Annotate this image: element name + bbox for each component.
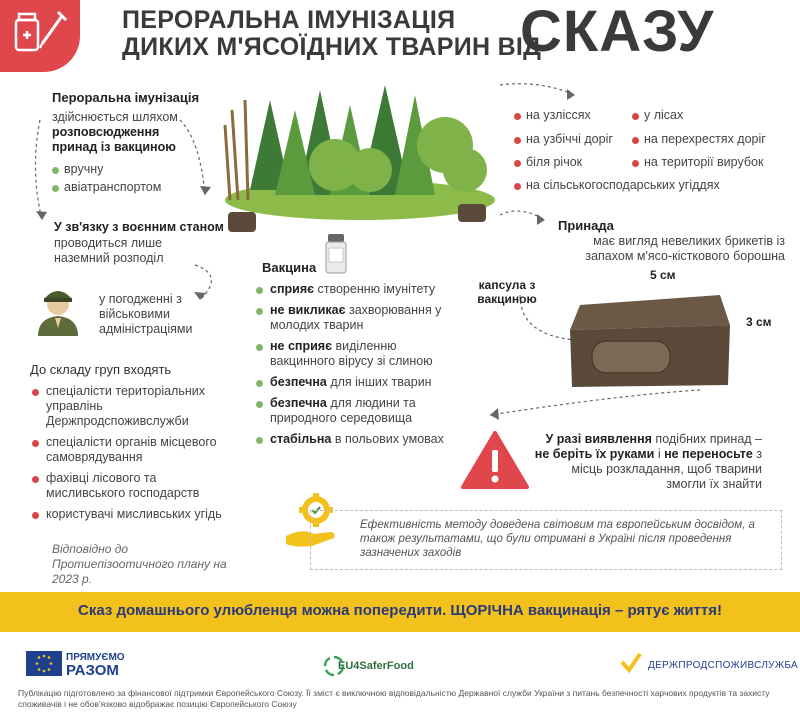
group-bullet	[32, 476, 39, 483]
bait-height-label: 3 см	[746, 315, 772, 329]
warning-icon	[460, 430, 530, 490]
bait-heading: Принада	[558, 218, 614, 233]
bait-description: має вигляд невеликих брикетів із запахом м'ясо-кісткового борошна	[585, 234, 785, 263]
page-title-line2: ДИКИХ М'ЯСОЇДНИХ ТВАРИН ВІД	[122, 33, 542, 61]
vaccine-item: не сприяє виділенню вакцинного вірусу зі слиною	[256, 339, 456, 369]
vaccine-item: стабільна в польових умовах	[256, 432, 456, 447]
vaccine-bullet	[256, 437, 263, 444]
bait-brick-large	[560, 285, 740, 395]
header-icon-block	[0, 0, 80, 72]
eu-stars-icon	[26, 651, 62, 676]
method-bullet	[52, 185, 59, 192]
logo1-line2: РАЗОМ	[66, 662, 119, 679]
location-bullet	[514, 113, 521, 120]
vaccine-list	[256, 282, 456, 453]
capsule-label: капсула з вакциною	[477, 278, 537, 306]
location-bullet	[632, 160, 639, 167]
group-item: спеціалісти територіальних управлінь Держпродспоживслужби	[32, 384, 232, 429]
war-note-bold: У зв'язку з воєнним станом	[54, 220, 224, 234]
location-item: біля річок	[526, 155, 583, 169]
location-bullet	[514, 137, 521, 144]
page-title-big: СКАЗУ	[520, 0, 715, 64]
location-item: на перехрестях доріг	[644, 132, 766, 146]
logo3-text: ДЕРЖПРОДСПОЖИВСЛУЖБА	[648, 660, 798, 671]
location-bullet	[514, 160, 521, 167]
location-item: на узліссях	[526, 108, 591, 122]
oral-intro	[52, 110, 192, 155]
soldier-icon	[33, 280, 83, 336]
groups-list	[32, 384, 232, 528]
vaccine-heading: Вакцина	[262, 260, 317, 275]
location-bullet	[514, 183, 521, 190]
bait-brick-small	[228, 212, 256, 232]
vaccine-bullet	[256, 401, 263, 408]
footer-disclaimer: Публікацію підготовлено за фінансової підтримки Європейського Союзу. Її зміст є виключною відповідальністю Державної служби України з питань безпечності харчових продуктів та захисту споживачів і не обов'язково відображає позицію Європейського Союзу	[18, 688, 770, 709]
bait-brick-small	[458, 204, 486, 222]
method-bullet	[52, 167, 59, 174]
vaccine-bullet	[256, 380, 263, 387]
group-bullet	[32, 389, 39, 396]
group-item: спеціалісти органів місцевого самоврядування	[32, 435, 232, 465]
banner-text: Сказ домашнього улюбленця можна попередити. ЩОРІЧНА вакцинація – рятує життя!	[78, 602, 722, 619]
location-bullet	[632, 137, 639, 144]
oral-intro-plain: здійснюється шляхом	[52, 110, 178, 124]
vaccine-bullet	[256, 344, 263, 351]
location-bullet	[632, 113, 639, 120]
syringe-vaccine-icon	[10, 6, 70, 62]
method-item: авіатранспортом	[64, 180, 162, 194]
location-item: на території вирубок	[644, 155, 764, 169]
logo2-text: EU4SaferFood	[338, 660, 414, 672]
location-item: на узбіччі доріг	[526, 132, 613, 146]
agreement-text: у погодженні з військовими адміністраціями	[99, 292, 193, 336]
vaccine-bullet	[256, 287, 263, 294]
forest-illustration	[210, 70, 500, 220]
plan-note: Відповідно до Протиепізоотичного плану на 2023 р.	[52, 542, 227, 586]
oral-intro-bold: розповсюдження принад із вакциною	[52, 125, 176, 154]
warning-text: У разі виявлення подібних принад – не беріть їх руками і не переносьте з місць розкладання, щоб тварини змогли їх знайти	[534, 432, 762, 491]
dpss-check-logo-icon	[620, 652, 642, 674]
vaccine-item: безпечна для інших тварин	[256, 375, 456, 390]
efficiency-text: Ефективність методу доведена світовим та європейським досвідом, а також результатами, що були отримані в Україні після проведення зазначених заходів	[360, 519, 755, 559]
group-bullet	[32, 440, 39, 447]
oral-heading: Пероральна імунізація	[52, 90, 200, 105]
vaccine-item: сприяє створенню імунітету	[256, 282, 456, 297]
location-item: у лісах	[644, 108, 684, 122]
location-item: на сільськогосподарських угіддях	[526, 178, 720, 192]
groups-heading: До складу груп входять	[30, 362, 172, 377]
page-title-line1: ПЕРОРАЛЬНА ІМУНІЗАЦІЯ	[122, 6, 456, 34]
eu-flag-logo	[26, 651, 62, 676]
war-note-plain: проводиться лише наземний розподіл	[54, 236, 164, 265]
bait-width-label: 5 см	[650, 268, 676, 282]
method-item: вручну	[64, 162, 104, 176]
vaccine-item: не викликає захворювання у молодих тварин	[256, 303, 456, 333]
group-item: користувачі мисливських угідь	[32, 507, 232, 522]
vaccine-vial-icon	[323, 234, 349, 274]
logo1-line1: ПРЯМУЄМО	[66, 652, 125, 663]
group-bullet	[32, 512, 39, 519]
group-item: фахівці лісового та мисливського господарств	[32, 471, 232, 501]
vaccine-bullet	[256, 308, 263, 315]
vaccine-item: безпечна для людини та природного середовища	[256, 396, 456, 426]
